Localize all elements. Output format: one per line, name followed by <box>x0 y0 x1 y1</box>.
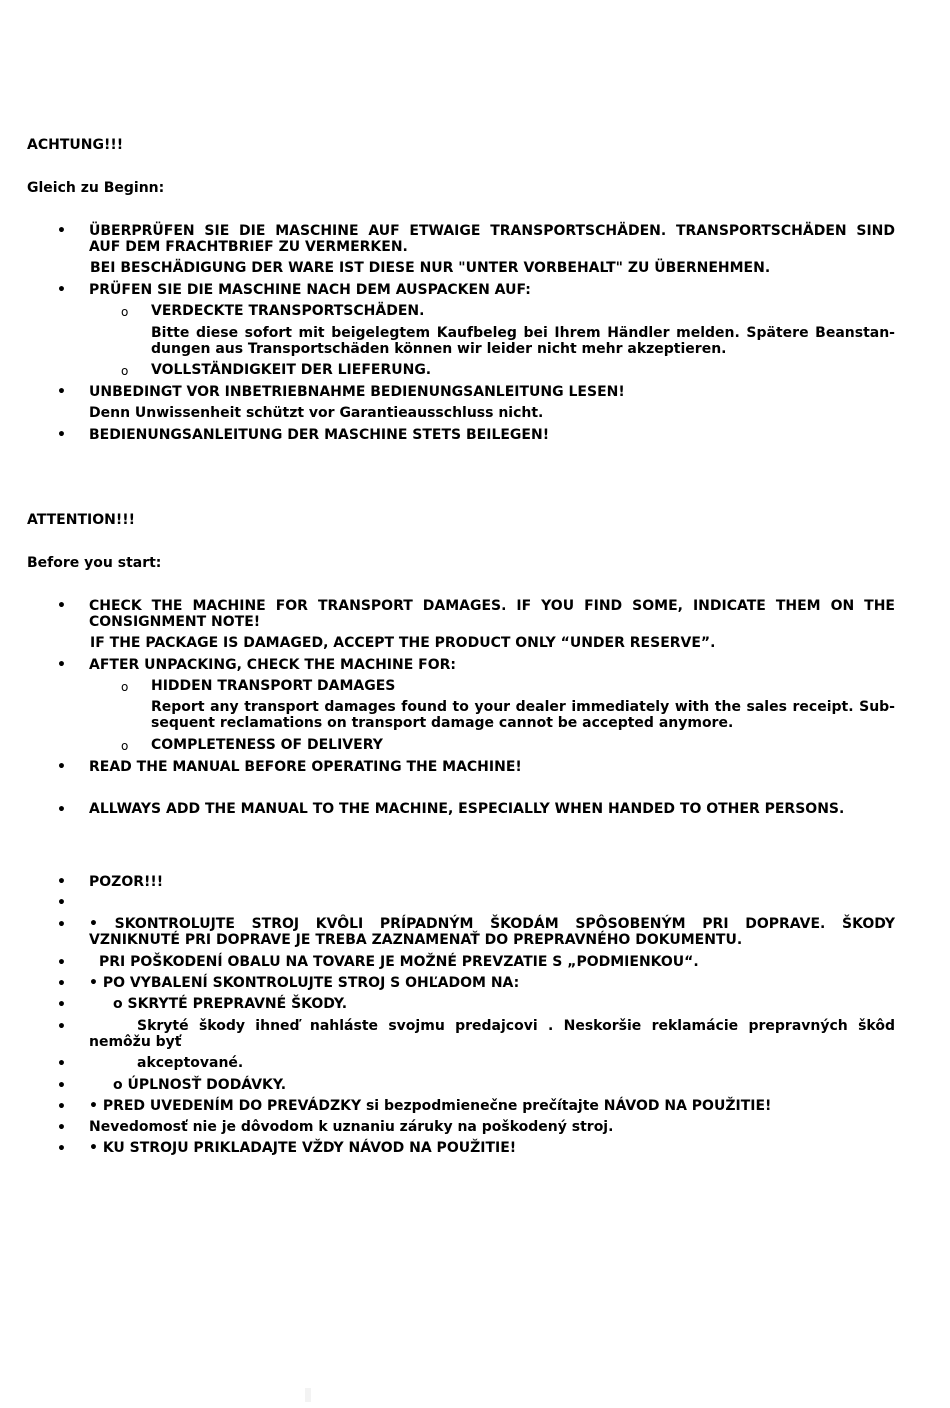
hollow-bullet: o <box>121 305 129 319</box>
en-item-2: AFTER UNPACKING, CHECK THE MACHINE FOR: <box>89 657 457 673</box>
bullet: • <box>57 384 66 400</box>
de-item-1 <box>89 223 895 255</box>
en-intro: Before you start: <box>27 555 162 571</box>
bullet: • <box>57 657 66 673</box>
de-sub-1: VERDECKTE TRANSPORTSCHÄDEN. <box>151 303 425 319</box>
de-sub-1-note-line-1: Bitte diese sofort mit beigelegtem Kaufbeleg bei Ihrem Händler melden. Spätere Beanstan- <box>151 325 895 341</box>
sk-item-9: Nevedomosť nie je dôvodom k uznaniu záruky na poškodený stroj. <box>89 1119 614 1135</box>
sk-title: POZOR!!! <box>89 874 164 890</box>
hollow-bullet: o <box>121 364 129 378</box>
de-item-1-note: BEI BESCHÄDIGUNG DER WARE IST DIESE NUR "UNTER VORBEHALT" ZU ÜBERNEHMEN. <box>90 260 771 276</box>
en-sub-2: COMPLETENESS OF DELIVERY <box>151 737 383 753</box>
sk-item-8: • PRED UVEDENÍM DO PREVÁDZKY si bezpodmienečne prečítajte NÁVOD NA POUŽITIE! <box>89 1098 772 1114</box>
bullet: • <box>57 997 66 1013</box>
sk-item-5 <box>89 1018 895 1050</box>
sk-item-5-line-2: nemôžu byť <box>89 1034 182 1050</box>
bullet: • <box>57 1120 66 1136</box>
en-sub-1: HIDDEN TRANSPORT DAMAGES <box>151 678 396 694</box>
en-item-1-note: IF THE PACKAGE IS DAMAGED, ACCEPT THE PRODUCT ONLY “UNDER RESERVE”. <box>90 635 716 651</box>
en-item-1 <box>89 598 895 630</box>
bullet: • <box>57 874 66 890</box>
scan-mark <box>305 1388 311 1402</box>
bullet: • <box>57 895 66 911</box>
de-item-4: BEDIENUNGSANLEITUNG DER MASCHINE STETS BEILEGEN! <box>89 427 550 443</box>
en-sub-1-note-line-2: sequent reclamations on transport damage cannot be accepted anymore. <box>151 715 734 731</box>
de-sub-2: VOLLSTÄNDIGKEIT DER LIEFERUNG. <box>151 362 432 378</box>
bullet: • <box>57 1019 66 1035</box>
de-title: ACHTUNG!!! <box>27 137 124 153</box>
sk-item-4: o SKRYTÉ PREPRAVNÉ ŠKODY. <box>113 996 348 1012</box>
bullet: • <box>57 598 66 614</box>
de-item-3-note: Denn Unwissenheit schützt vor Garantieausschluss nicht. <box>89 405 544 421</box>
sk-item-7: o ÚPLNOSŤ DODÁVKY. <box>113 1077 287 1093</box>
bullet: • <box>57 1099 66 1115</box>
de-item-3: UNBEDINGT VOR INBETRIEBNAHME BEDIENUNGSANLEITUNG LESEN! <box>89 384 625 400</box>
sk-item-10: • KU STROJU PRIKLADAJTE VŽDY NÁVOD NA POUŽITIE! <box>89 1140 517 1156</box>
sk-item-2: PRI POŠKODENÍ OBALU NA TOVARE JE MOŽNÉ PREVZATIE S „PODMIENKOU“. <box>99 954 699 970</box>
bullet: • <box>57 976 66 992</box>
en-item-4: ALLWAYS ADD THE MANUAL TO THE MACHINE, ESPECIALLY WHEN HANDED TO OTHER PERSONS. <box>89 801 845 817</box>
bullet: • <box>57 955 66 971</box>
sk-item-1-line-1: • SKONTROLUJTE STROJ KVÔLI PRÍPADNÝM ŠKODÁM SPÔSOBENÝM PRI DOPRAVE. ŠKODY <box>89 916 895 932</box>
en-item-3: READ THE MANUAL BEFORE OPERATING THE MACHINE! <box>89 759 522 775</box>
bullet: • <box>57 1056 66 1072</box>
de-item-2: PRÜFEN SIE DIE MASCHINE NACH DEM AUSPACKEN AUF: <box>89 282 531 298</box>
sk-item-1-line-2: VZNIKNUTÉ PRI DOPRAVE JE TREBA ZAZNAMENAŤ DO PREPRAVNÉHO DOKUMENTU. <box>89 932 743 948</box>
bullet: • <box>57 917 66 933</box>
bullet: • <box>57 759 66 775</box>
en-title: ATTENTION!!! <box>27 512 135 528</box>
sk-item-5-line-1: Skryté škody ihneď nahláste svojmu predajcovi . Neskoršie reklamácie prepravných škôd <box>137 1018 895 1034</box>
en-item-1-line-1: CHECK THE MACHINE FOR TRANSPORT DAMAGES. IF YOU FIND SOME, INDICATE THEM ON THE <box>89 598 895 614</box>
bullet: • <box>57 802 66 818</box>
hollow-bullet: o <box>121 680 129 694</box>
en-item-1-line-2: CONSIGNMENT NOTE! <box>89 614 261 630</box>
en-sub-1-note-line-1: Report any transport damages found to your dealer immediately with the sales receipt. Sub- <box>151 699 895 715</box>
sk-item-1 <box>89 916 895 948</box>
de-intro: Gleich zu Beginn: <box>27 180 165 196</box>
bullet: • <box>57 1078 66 1094</box>
bullet: • <box>57 223 66 239</box>
en-sub-1-note <box>151 699 895 731</box>
de-sub-1-note-line-2: dungen aus Transportschäden können wir leider nicht mehr akzeptieren. <box>151 341 727 357</box>
bullet: • <box>57 1141 66 1157</box>
bullet: • <box>57 282 66 298</box>
bullet: • <box>57 427 66 443</box>
sk-item-6: akceptované. <box>137 1055 244 1071</box>
de-sub-1-note <box>151 325 895 357</box>
de-item-1-line-2: AUF DEM FRACHTBRIEF ZU VERMERKEN. <box>89 239 408 255</box>
de-item-1-line-1: ÜBERPRÜFEN SIE DIE MASCHINE AUF ETWAIGE TRANSPORTSCHÄDEN. TRANSPORTSCHÄDEN SIND <box>89 223 895 239</box>
sk-item-3: • PO VYBALENÍ SKONTROLUJTE STROJ S OHĽADOM NA: <box>89 975 520 991</box>
hollow-bullet: o <box>121 739 129 753</box>
